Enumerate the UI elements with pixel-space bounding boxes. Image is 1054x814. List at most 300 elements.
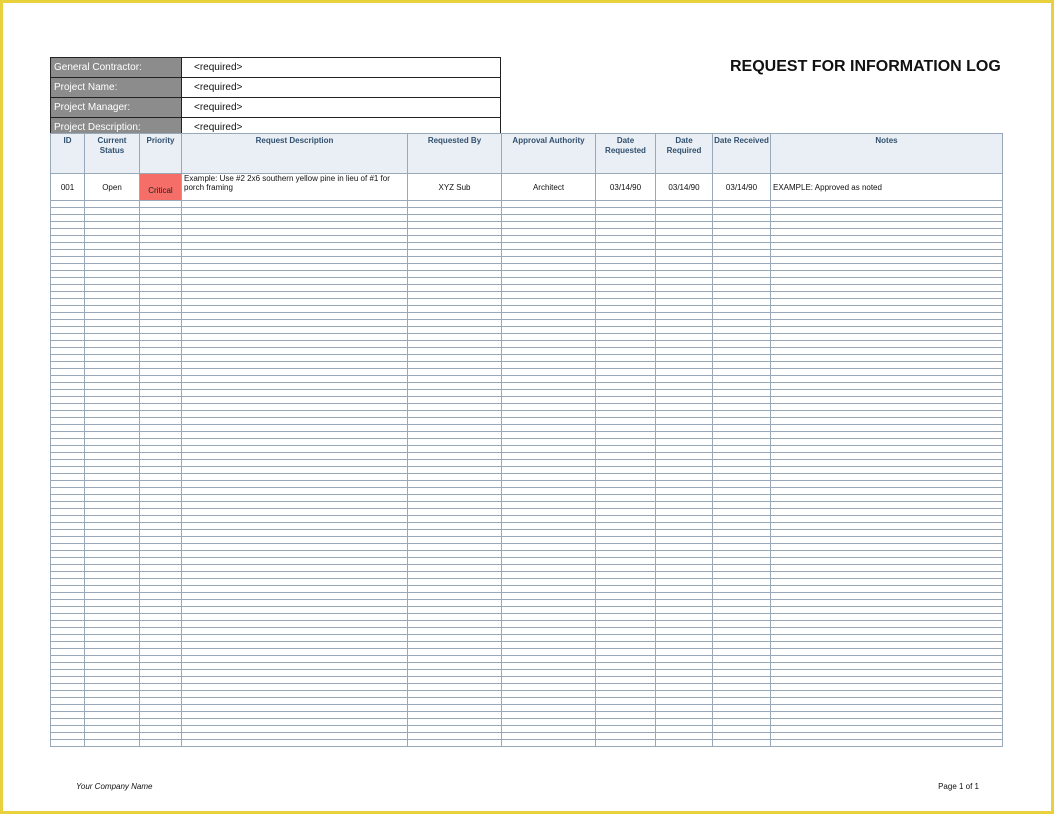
empty-cell[interactable] xyxy=(51,495,85,502)
empty-cell[interactable] xyxy=(182,313,408,320)
empty-cell[interactable] xyxy=(408,229,502,236)
empty-cell[interactable] xyxy=(182,509,408,516)
empty-cell[interactable] xyxy=(85,285,140,292)
empty-cell[interactable] xyxy=(140,271,182,278)
empty-cell[interactable] xyxy=(140,502,182,509)
empty-cell[interactable] xyxy=(502,705,596,712)
empty-cell[interactable] xyxy=(771,600,1003,607)
empty-cell[interactable] xyxy=(182,243,408,250)
empty-cell[interactable] xyxy=(182,530,408,537)
empty-cell[interactable] xyxy=(182,537,408,544)
empty-cell[interactable] xyxy=(502,264,596,271)
empty-cell[interactable] xyxy=(51,341,85,348)
empty-cell[interactable] xyxy=(85,600,140,607)
empty-cell[interactable] xyxy=(713,460,771,467)
empty-cell[interactable] xyxy=(656,418,713,425)
empty-cell[interactable] xyxy=(596,250,656,257)
empty-cell[interactable] xyxy=(771,649,1003,656)
empty-cell[interactable] xyxy=(182,334,408,341)
empty-cell[interactable] xyxy=(408,320,502,327)
empty-cell[interactable] xyxy=(51,250,85,257)
empty-cell[interactable] xyxy=(596,369,656,376)
empty-cell[interactable] xyxy=(140,306,182,313)
empty-cell[interactable] xyxy=(771,495,1003,502)
empty-cell[interactable] xyxy=(656,642,713,649)
empty-cell[interactable] xyxy=(713,292,771,299)
empty-cell[interactable] xyxy=(596,733,656,740)
empty-cell[interactable] xyxy=(771,544,1003,551)
empty-cell[interactable] xyxy=(596,271,656,278)
project-manager-value[interactable]: <required> xyxy=(182,98,501,118)
empty-cell[interactable] xyxy=(140,740,182,747)
empty-cell[interactable] xyxy=(51,432,85,439)
empty-cell[interactable] xyxy=(656,446,713,453)
empty-cell[interactable] xyxy=(182,488,408,495)
empty-cell[interactable] xyxy=(182,264,408,271)
empty-cell[interactable] xyxy=(596,418,656,425)
empty-cell[interactable] xyxy=(408,565,502,572)
empty-cell[interactable] xyxy=(656,677,713,684)
empty-cell[interactable] xyxy=(656,558,713,565)
empty-cell[interactable] xyxy=(182,551,408,558)
empty-cell[interactable] xyxy=(502,656,596,663)
empty-cell[interactable] xyxy=(771,656,1003,663)
empty-cell[interactable] xyxy=(85,453,140,460)
empty-cell[interactable] xyxy=(408,292,502,299)
empty-cell[interactable] xyxy=(713,495,771,502)
empty-cell[interactable] xyxy=(408,628,502,635)
empty-cell[interactable] xyxy=(140,327,182,334)
empty-cell[interactable] xyxy=(140,488,182,495)
empty-cell[interactable] xyxy=(408,719,502,726)
empty-cell[interactable] xyxy=(771,355,1003,362)
empty-cell[interactable] xyxy=(771,621,1003,628)
empty-cell[interactable] xyxy=(182,278,408,285)
empty-cell[interactable] xyxy=(502,600,596,607)
empty-cell[interactable] xyxy=(656,474,713,481)
empty-cell[interactable] xyxy=(713,558,771,565)
empty-cell[interactable] xyxy=(140,201,182,208)
empty-cell[interactable] xyxy=(51,733,85,740)
empty-cell[interactable] xyxy=(140,285,182,292)
empty-cell[interactable] xyxy=(140,649,182,656)
empty-cell[interactable] xyxy=(771,397,1003,404)
empty-cell[interactable] xyxy=(182,670,408,677)
empty-cell[interactable] xyxy=(140,208,182,215)
empty-cell[interactable] xyxy=(713,635,771,642)
empty-cell[interactable] xyxy=(596,439,656,446)
empty-cell[interactable] xyxy=(408,726,502,733)
empty-cell[interactable] xyxy=(51,488,85,495)
empty-cell[interactable] xyxy=(85,250,140,257)
cell-requested-by[interactable]: XYZ Sub xyxy=(408,174,502,201)
empty-cell[interactable] xyxy=(656,313,713,320)
empty-cell[interactable] xyxy=(596,677,656,684)
cell-id[interactable]: 001 xyxy=(51,174,85,201)
empty-cell[interactable] xyxy=(502,285,596,292)
empty-cell[interactable] xyxy=(596,390,656,397)
empty-cell[interactable] xyxy=(713,502,771,509)
empty-cell[interactable] xyxy=(85,698,140,705)
empty-cell[interactable] xyxy=(596,306,656,313)
empty-cell[interactable] xyxy=(771,460,1003,467)
empty-cell[interactable] xyxy=(408,271,502,278)
empty-cell[interactable] xyxy=(140,579,182,586)
empty-cell[interactable] xyxy=(140,474,182,481)
empty-cell[interactable] xyxy=(713,250,771,257)
empty-cell[interactable] xyxy=(182,327,408,334)
empty-cell[interactable] xyxy=(596,334,656,341)
empty-cell[interactable] xyxy=(713,607,771,614)
empty-cell[interactable] xyxy=(596,264,656,271)
empty-cell[interactable] xyxy=(51,635,85,642)
empty-cell[interactable] xyxy=(596,488,656,495)
empty-cell[interactable] xyxy=(502,306,596,313)
empty-cell[interactable] xyxy=(771,677,1003,684)
empty-cell[interactable] xyxy=(713,320,771,327)
empty-cell[interactable] xyxy=(51,355,85,362)
empty-cell[interactable] xyxy=(140,341,182,348)
empty-cell[interactable] xyxy=(771,383,1003,390)
empty-cell[interactable] xyxy=(713,698,771,705)
empty-cell[interactable] xyxy=(85,670,140,677)
empty-cell[interactable] xyxy=(85,642,140,649)
empty-cell[interactable] xyxy=(85,635,140,642)
empty-cell[interactable] xyxy=(85,726,140,733)
empty-cell[interactable] xyxy=(182,656,408,663)
empty-cell[interactable] xyxy=(656,733,713,740)
empty-cell[interactable] xyxy=(502,614,596,621)
empty-cell[interactable] xyxy=(140,432,182,439)
cell-approval-authority[interactable]: Architect xyxy=(502,174,596,201)
empty-cell[interactable] xyxy=(182,628,408,635)
empty-cell[interactable] xyxy=(502,544,596,551)
empty-cell[interactable] xyxy=(408,418,502,425)
empty-cell[interactable] xyxy=(85,439,140,446)
empty-cell[interactable] xyxy=(502,257,596,264)
empty-cell[interactable] xyxy=(408,488,502,495)
empty-cell[interactable] xyxy=(85,740,140,747)
empty-cell[interactable] xyxy=(408,208,502,215)
empty-cell[interactable] xyxy=(596,593,656,600)
empty-cell[interactable] xyxy=(596,719,656,726)
empty-cell[interactable] xyxy=(502,670,596,677)
empty-cell[interactable] xyxy=(182,439,408,446)
empty-cell[interactable] xyxy=(182,516,408,523)
empty-cell[interactable] xyxy=(140,278,182,285)
cell-priority[interactable]: Critical xyxy=(140,174,182,201)
empty-cell[interactable] xyxy=(51,453,85,460)
empty-cell[interactable] xyxy=(182,229,408,236)
empty-cell[interactable] xyxy=(596,670,656,677)
empty-cell[interactable] xyxy=(596,691,656,698)
empty-cell[interactable] xyxy=(51,292,85,299)
empty-cell[interactable] xyxy=(85,362,140,369)
empty-cell[interactable] xyxy=(713,593,771,600)
empty-cell[interactable] xyxy=(51,222,85,229)
empty-cell[interactable] xyxy=(408,397,502,404)
empty-cell[interactable] xyxy=(502,222,596,229)
empty-cell[interactable] xyxy=(713,614,771,621)
empty-cell[interactable] xyxy=(713,733,771,740)
empty-cell[interactable] xyxy=(408,453,502,460)
empty-cell[interactable] xyxy=(596,320,656,327)
empty-cell[interactable] xyxy=(596,600,656,607)
empty-cell[interactable] xyxy=(85,663,140,670)
empty-cell[interactable] xyxy=(140,292,182,299)
empty-cell[interactable] xyxy=(771,586,1003,593)
empty-cell[interactable] xyxy=(182,292,408,299)
empty-cell[interactable] xyxy=(502,663,596,670)
empty-cell[interactable] xyxy=(656,285,713,292)
empty-cell[interactable] xyxy=(408,376,502,383)
empty-cell[interactable] xyxy=(656,355,713,362)
empty-cell[interactable] xyxy=(182,306,408,313)
empty-cell[interactable] xyxy=(596,292,656,299)
empty-cell[interactable] xyxy=(51,278,85,285)
empty-cell[interactable] xyxy=(140,439,182,446)
empty-cell[interactable] xyxy=(182,684,408,691)
empty-cell[interactable] xyxy=(596,453,656,460)
empty-cell[interactable] xyxy=(140,495,182,502)
empty-cell[interactable] xyxy=(182,320,408,327)
empty-cell[interactable] xyxy=(408,558,502,565)
empty-cell[interactable] xyxy=(140,698,182,705)
empty-cell[interactable] xyxy=(182,362,408,369)
empty-cell[interactable] xyxy=(596,656,656,663)
empty-cell[interactable] xyxy=(408,299,502,306)
empty-cell[interactable] xyxy=(51,509,85,516)
empty-cell[interactable] xyxy=(713,278,771,285)
empty-cell[interactable] xyxy=(182,740,408,747)
empty-cell[interactable] xyxy=(182,642,408,649)
empty-cell[interactable] xyxy=(596,425,656,432)
empty-cell[interactable] xyxy=(408,460,502,467)
empty-cell[interactable] xyxy=(85,593,140,600)
empty-cell[interactable] xyxy=(596,530,656,537)
empty-cell[interactable] xyxy=(596,383,656,390)
empty-cell[interactable] xyxy=(596,565,656,572)
empty-cell[interactable] xyxy=(85,621,140,628)
empty-cell[interactable] xyxy=(182,397,408,404)
empty-cell[interactable] xyxy=(182,649,408,656)
empty-cell[interactable] xyxy=(596,663,656,670)
empty-cell[interactable] xyxy=(51,439,85,446)
empty-cell[interactable] xyxy=(771,348,1003,355)
empty-cell[interactable] xyxy=(502,278,596,285)
empty-cell[interactable] xyxy=(140,362,182,369)
empty-cell[interactable] xyxy=(502,271,596,278)
empty-cell[interactable] xyxy=(656,264,713,271)
empty-cell[interactable] xyxy=(51,474,85,481)
empty-cell[interactable] xyxy=(140,446,182,453)
empty-cell[interactable] xyxy=(182,418,408,425)
empty-cell[interactable] xyxy=(408,740,502,747)
empty-cell[interactable] xyxy=(182,285,408,292)
empty-cell[interactable] xyxy=(140,705,182,712)
empty-cell[interactable] xyxy=(51,565,85,572)
empty-cell[interactable] xyxy=(408,509,502,516)
empty-cell[interactable] xyxy=(51,362,85,369)
empty-cell[interactable] xyxy=(51,712,85,719)
empty-cell[interactable] xyxy=(771,446,1003,453)
empty-cell[interactable] xyxy=(771,481,1003,488)
empty-cell[interactable] xyxy=(51,642,85,649)
empty-cell[interactable] xyxy=(502,586,596,593)
empty-cell[interactable] xyxy=(408,313,502,320)
empty-cell[interactable] xyxy=(771,565,1003,572)
empty-cell[interactable] xyxy=(771,691,1003,698)
empty-cell[interactable] xyxy=(140,509,182,516)
empty-cell[interactable] xyxy=(713,390,771,397)
empty-cell[interactable] xyxy=(502,530,596,537)
empty-cell[interactable] xyxy=(502,313,596,320)
empty-cell[interactable] xyxy=(408,439,502,446)
empty-cell[interactable] xyxy=(140,460,182,467)
empty-cell[interactable] xyxy=(771,229,1003,236)
empty-cell[interactable] xyxy=(771,278,1003,285)
empty-cell[interactable] xyxy=(656,663,713,670)
empty-cell[interactable] xyxy=(85,404,140,411)
empty-cell[interactable] xyxy=(713,551,771,558)
empty-cell[interactable] xyxy=(51,327,85,334)
empty-cell[interactable] xyxy=(140,376,182,383)
empty-cell[interactable] xyxy=(656,208,713,215)
empty-cell[interactable] xyxy=(182,607,408,614)
empty-cell[interactable] xyxy=(656,670,713,677)
empty-cell[interactable] xyxy=(85,691,140,698)
empty-cell[interactable] xyxy=(85,418,140,425)
empty-cell[interactable] xyxy=(771,236,1003,243)
empty-cell[interactable] xyxy=(771,264,1003,271)
empty-cell[interactable] xyxy=(596,243,656,250)
empty-cell[interactable] xyxy=(596,481,656,488)
empty-cell[interactable] xyxy=(140,691,182,698)
empty-cell[interactable] xyxy=(656,362,713,369)
empty-cell[interactable] xyxy=(140,530,182,537)
empty-cell[interactable] xyxy=(140,390,182,397)
empty-cell[interactable] xyxy=(182,425,408,432)
empty-cell[interactable] xyxy=(85,474,140,481)
empty-cell[interactable] xyxy=(771,474,1003,481)
empty-cell[interactable] xyxy=(713,404,771,411)
empty-cell[interactable] xyxy=(596,208,656,215)
empty-cell[interactable] xyxy=(656,348,713,355)
empty-cell[interactable] xyxy=(140,565,182,572)
empty-cell[interactable] xyxy=(85,614,140,621)
empty-cell[interactable] xyxy=(713,313,771,320)
empty-cell[interactable] xyxy=(85,292,140,299)
empty-cell[interactable] xyxy=(51,481,85,488)
empty-cell[interactable] xyxy=(502,425,596,432)
empty-cell[interactable] xyxy=(713,334,771,341)
empty-cell[interactable] xyxy=(182,355,408,362)
empty-cell[interactable] xyxy=(502,740,596,747)
empty-cell[interactable] xyxy=(596,495,656,502)
empty-cell[interactable] xyxy=(85,306,140,313)
empty-cell[interactable] xyxy=(656,467,713,474)
empty-cell[interactable] xyxy=(140,299,182,306)
empty-cell[interactable] xyxy=(713,677,771,684)
empty-cell[interactable] xyxy=(656,712,713,719)
empty-cell[interactable] xyxy=(140,614,182,621)
empty-cell[interactable] xyxy=(502,684,596,691)
empty-cell[interactable] xyxy=(596,474,656,481)
empty-cell[interactable] xyxy=(408,425,502,432)
empty-cell[interactable] xyxy=(771,306,1003,313)
empty-cell[interactable] xyxy=(502,229,596,236)
empty-cell[interactable] xyxy=(51,572,85,579)
empty-cell[interactable] xyxy=(408,663,502,670)
empty-cell[interactable] xyxy=(85,243,140,250)
empty-cell[interactable] xyxy=(502,523,596,530)
empty-cell[interactable] xyxy=(182,572,408,579)
empty-cell[interactable] xyxy=(140,467,182,474)
empty-cell[interactable] xyxy=(656,551,713,558)
empty-cell[interactable] xyxy=(656,593,713,600)
empty-cell[interactable] xyxy=(182,467,408,474)
empty-cell[interactable] xyxy=(656,691,713,698)
empty-cell[interactable] xyxy=(85,677,140,684)
empty-cell[interactable] xyxy=(140,726,182,733)
empty-cell[interactable] xyxy=(656,698,713,705)
empty-cell[interactable] xyxy=(140,264,182,271)
empty-cell[interactable] xyxy=(656,740,713,747)
empty-cell[interactable] xyxy=(140,733,182,740)
empty-cell[interactable] xyxy=(771,502,1003,509)
empty-cell[interactable] xyxy=(408,614,502,621)
empty-cell[interactable] xyxy=(596,558,656,565)
empty-cell[interactable] xyxy=(51,551,85,558)
empty-cell[interactable] xyxy=(771,516,1003,523)
empty-cell[interactable] xyxy=(140,215,182,222)
empty-cell[interactable] xyxy=(182,635,408,642)
empty-cell[interactable] xyxy=(51,516,85,523)
empty-cell[interactable] xyxy=(596,537,656,544)
empty-cell[interactable] xyxy=(502,327,596,334)
empty-cell[interactable] xyxy=(51,705,85,712)
empty-cell[interactable] xyxy=(713,201,771,208)
empty-cell[interactable] xyxy=(656,523,713,530)
empty-cell[interactable] xyxy=(182,201,408,208)
empty-cell[interactable] xyxy=(771,509,1003,516)
empty-cell[interactable] xyxy=(596,614,656,621)
empty-cell[interactable] xyxy=(656,292,713,299)
empty-cell[interactable] xyxy=(596,621,656,628)
empty-cell[interactable] xyxy=(408,691,502,698)
empty-cell[interactable] xyxy=(140,453,182,460)
empty-cell[interactable] xyxy=(713,229,771,236)
empty-cell[interactable] xyxy=(182,558,408,565)
empty-cell[interactable] xyxy=(502,467,596,474)
empty-cell[interactable] xyxy=(51,586,85,593)
empty-cell[interactable] xyxy=(140,397,182,404)
empty-cell[interactable] xyxy=(408,670,502,677)
empty-cell[interactable] xyxy=(51,726,85,733)
empty-cell[interactable] xyxy=(85,572,140,579)
empty-cell[interactable] xyxy=(408,264,502,271)
empty-cell[interactable] xyxy=(596,502,656,509)
empty-cell[interactable] xyxy=(182,719,408,726)
empty-cell[interactable] xyxy=(771,376,1003,383)
empty-cell[interactable] xyxy=(85,355,140,362)
empty-cell[interactable] xyxy=(713,600,771,607)
empty-cell[interactable] xyxy=(771,334,1003,341)
empty-cell[interactable] xyxy=(51,285,85,292)
cell-status[interactable]: Open xyxy=(85,174,140,201)
empty-cell[interactable] xyxy=(656,397,713,404)
empty-cell[interactable] xyxy=(85,481,140,488)
